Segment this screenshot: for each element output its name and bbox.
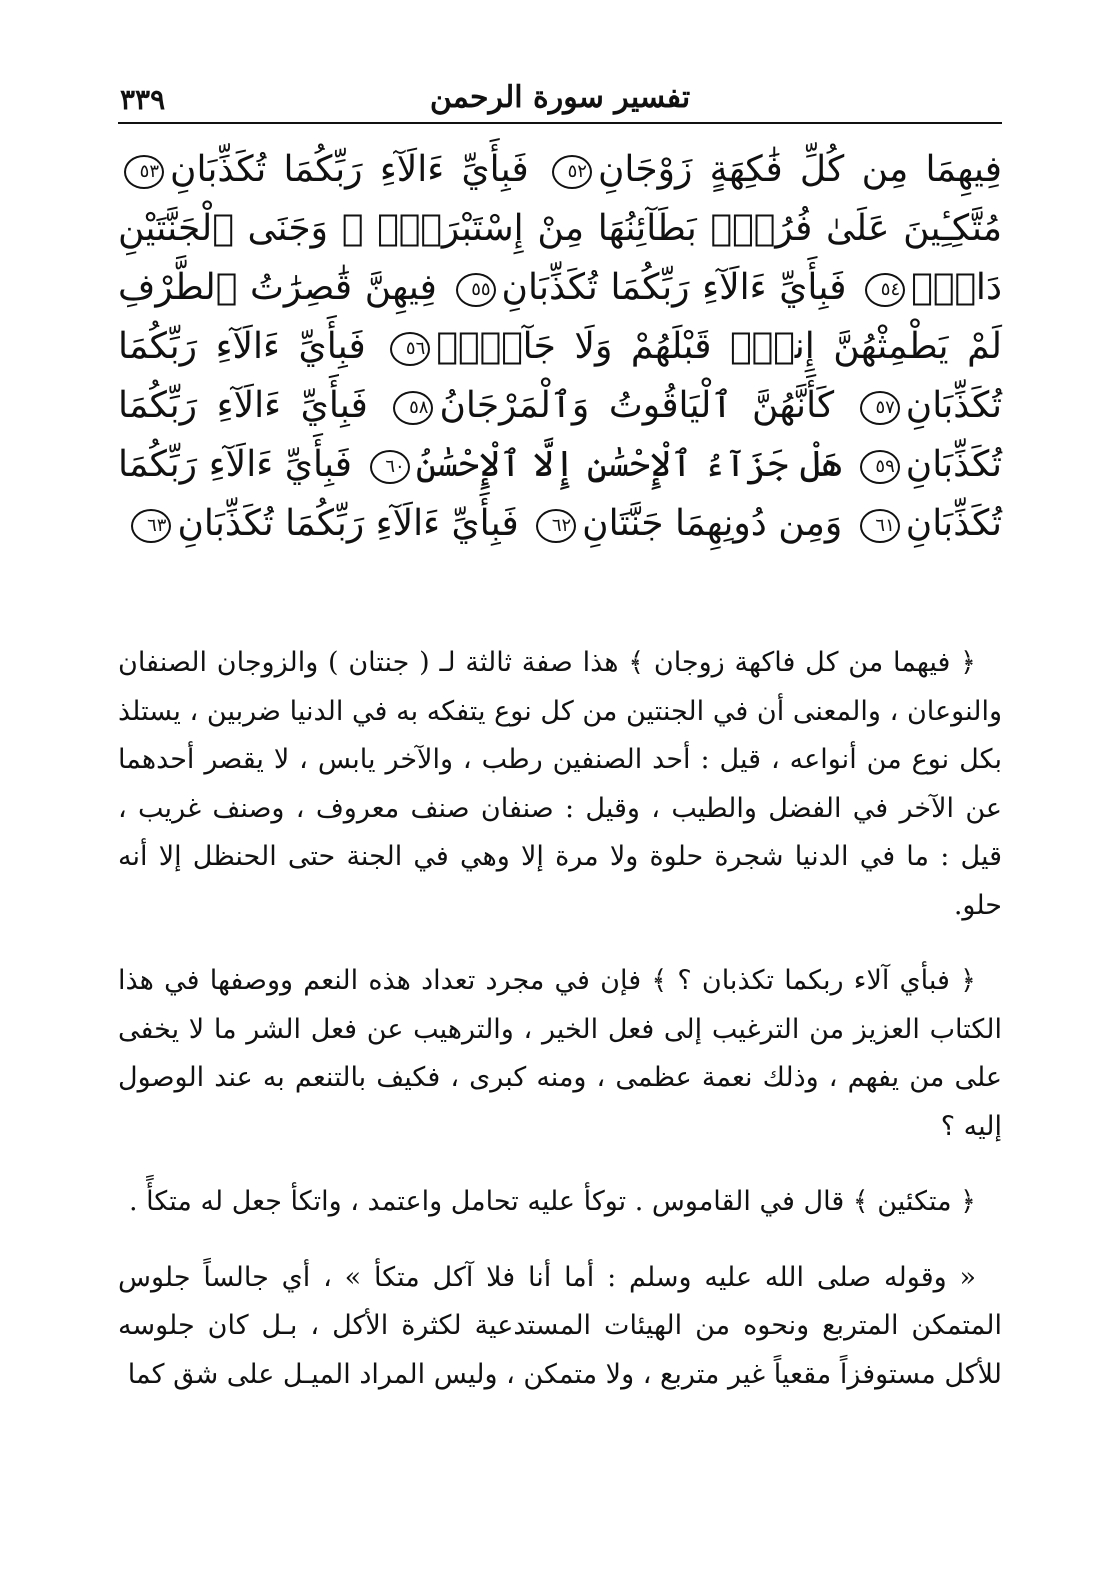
- ayah-text: فِيهِنَّ قَٰصِرَٰتُ ٱلطَّرْفِ لَمْ يَطْمِثْهُنَّ إِنسٌۭ قَبْلَهُمْ وَلَا جَآنٌّۭ: [118, 267, 1002, 367]
- ayah-number-marker: ٦١: [860, 509, 900, 543]
- ayah-number-marker: ٥٦: [390, 332, 430, 366]
- ayah-number-marker: ٥٨: [393, 391, 433, 425]
- commentary-paragraph: ﴿ متكئين ﴾ قال في القاموس . توكأ عليه تحامل واعتمد ، واتكأ جعل له متكأً .: [128, 1186, 976, 1217]
- ayah-text: هَلْ جَزَآءُ ٱلْإِحْسَٰنِ إِلَّا ٱلْإِحْسَٰنُ: [415, 444, 843, 485]
- ayah-number-marker: ٦٢: [536, 509, 576, 543]
- commentary-paragraph: ﴿ فيهما من كل فاكهة زوجان ﴾ هذا صفة ثالثة لـ ( جنتان ) والزوجان الصنفان والنوعان ، والمعنى أن في الجنتين من كل نوع يتفكه به في الدنيا ضربين ، يستلذ بكل نوع من أنواعه ، قيل : أحد الصنفين رطب ، والآخر يابس ، لا يقصر أحدهما عن الآخر في الفضل والطيب ، وقيل : صنفان صنف معروف ، وصنف غريب ، قيل : ما في الدنيا شجرة حلوة ولا مرة إلا وهي في الجنة حتى الحنظل إلا أنه حلو.: [118, 647, 1002, 921]
- ayah-number-marker: ٥٢: [552, 155, 592, 189]
- ayah-text: كَأَنَّهُنَّ ٱلْيَاقُوتُ وَٱلْمَرْجَانُ: [439, 385, 835, 426]
- page-header: [118, 70, 1002, 124]
- ayah-text: فَبِأَيِّ ءَالَآءِ رَبِّكُمَا تُكَذِّبَانِ: [170, 149, 529, 190]
- quran-verses-block: [118, 140, 1002, 553]
- ayah-number-marker: ٥٥: [456, 273, 496, 307]
- ayah-number-marker: ٥٩: [860, 450, 900, 484]
- ayah-text: فَبِأَيِّ ءَالَآءِ رَبِّكُمَا تُكَذِّبَانِ: [118, 385, 1002, 485]
- ayah-text: فِيهِمَا مِن كُلِّ فَٰكِهَةٍ زَوْجَانِ: [597, 149, 1002, 190]
- ayah-text: فَبِأَيِّ ءَالَآءِ رَبِّكُمَا تُكَذِّبَانِ: [118, 326, 1003, 426]
- ayah-number-marker: ٦٠: [370, 450, 410, 484]
- ayah-text: فَبِأَيِّ ءَالَآءِ رَبِّكُمَا تُكَذِّبَانِ: [501, 267, 847, 308]
- running-title: تفسير سورة الرحمن: [429, 80, 691, 115]
- page-number: ٣٣٩: [120, 83, 166, 116]
- ayah-number-marker: ٥٤: [865, 273, 905, 307]
- ayah-text: فَبِأَيِّ ءَالَآءِ رَبِّكُمَا تُكَذِّبَانِ: [118, 444, 1002, 544]
- ayah-number-marker: ٥٣: [124, 155, 164, 189]
- commentary-block: [118, 639, 1002, 1399]
- ayah-number-marker: ٥٧: [860, 391, 900, 425]
- commentary-paragraph: « وقوله صلى الله عليه وسلم : أما أنا فلا آكل متكأ » ، أي جالساً جلوس المتمكن المتربع ونحوه من الهيئات المستدعية لكثرة الأكل ، بـل كان جلوسه للأكل مستوفزاً مقعياً غير متربع ، ولا متمكن ، وليس المراد الميـل على شق كما: [118, 1261, 1002, 1390]
- ayah-text: مُتَّكِـِٔينَ عَلَىٰ فُرُشٍۢ بَطَآئِنُهَا مِنْ إِسْتَبْرَقٍۢ ۚ وَجَنَى ٱلْجَنَّتَيْنِ دَانٍۢ: [118, 208, 1002, 308]
- ayah-text: فَبِأَيِّ ءَالَآءِ رَبِّكُمَا تُكَذِّبَانِ: [177, 503, 519, 544]
- ayah-number-marker: ٦٣: [131, 509, 171, 543]
- commentary-paragraph: ﴿ فبأي آلاء ربكما تكذبان ؟ ﴾ فإن في مجرد تعداد هذه النعم ووصفها في هذا الكتاب العزيز من الترغيب إلى فعل الخير ، والترهيب عن فعل الشر ما لا يخفى على من يفهم ، وذلك نعمة عظمى ، ومنه كبرى ، فكيف بالتنعم به عند الوصول إليه ؟: [118, 965, 1002, 1142]
- ayah-text: وَمِن دُونِهِمَا جَنَّتَانِ: [582, 503, 843, 544]
- book-page: [118, 70, 1002, 1560]
